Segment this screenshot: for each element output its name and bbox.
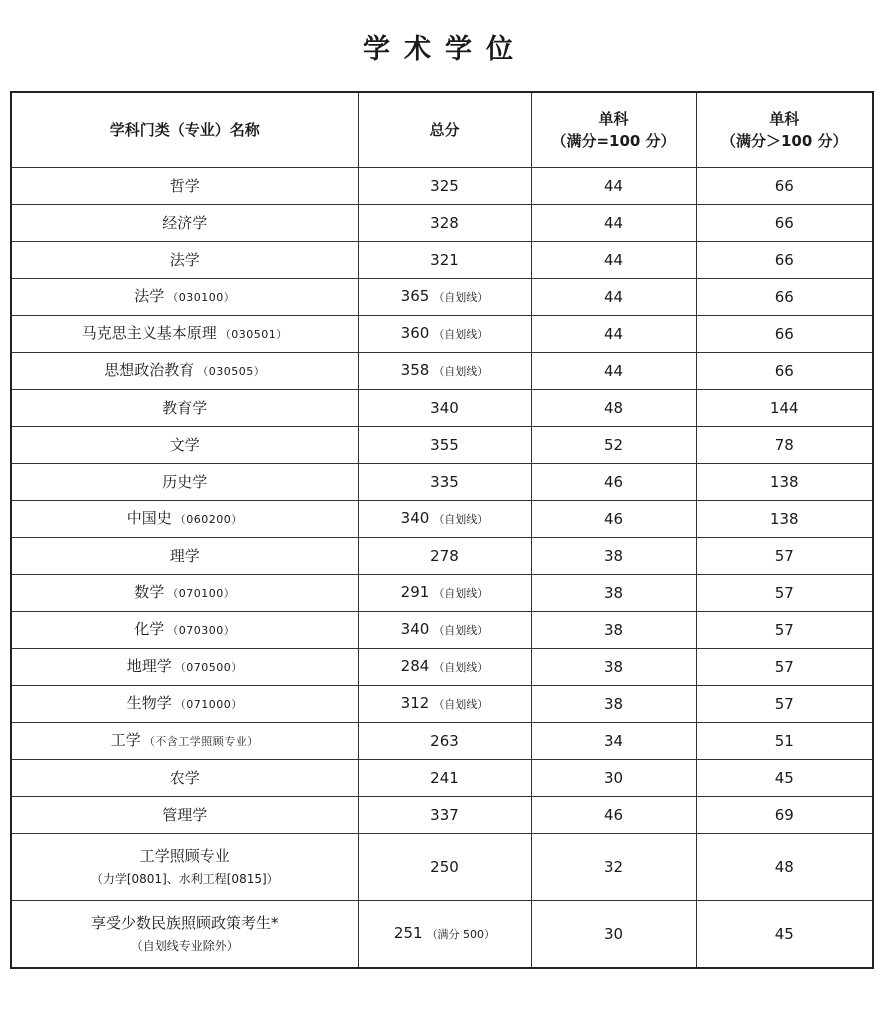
subject-name-cell: 教育学: [11, 390, 358, 427]
single-over-100-cell: 57: [696, 649, 873, 686]
table-row: [11, 797, 873, 834]
single-over-100-cell: 57: [696, 612, 873, 649]
table-row: [11, 723, 873, 760]
single-100-cell: 30: [531, 901, 696, 969]
subject-name-cell: 农学: [11, 760, 358, 797]
single-100-cell: 38: [531, 686, 696, 723]
single-100-cell: 38: [531, 612, 696, 649]
table-row: [11, 834, 873, 901]
table-row: [11, 649, 873, 686]
single-over-100-cell: 66: [696, 242, 873, 279]
table-row: [11, 538, 873, 575]
header-single-100: 单科 （满分=100 分）: [531, 92, 696, 168]
single-100-cell: 44: [531, 205, 696, 242]
single-100-cell: 34: [531, 723, 696, 760]
subject-name-cell: 管理学: [11, 797, 358, 834]
single-100-cell: 44: [531, 316, 696, 353]
subject-name-cell: 法学: [11, 242, 358, 279]
single-over-100-cell: 66: [696, 168, 873, 205]
single-100-cell: 44: [531, 279, 696, 316]
single-over-100-cell: 48: [696, 834, 873, 901]
total-score-cell: 284 （自划线）: [358, 649, 531, 686]
total-score-cell: 355: [358, 427, 531, 464]
single-100-cell: 46: [531, 797, 696, 834]
subject-name-cell: 经济学: [11, 205, 358, 242]
header-name: 学科门类（专业）名称: [11, 92, 358, 168]
total-score-cell: 291 （自划线）: [358, 575, 531, 612]
table-row: [11, 427, 873, 464]
subject-name-cell: 化学 （070300）: [11, 612, 358, 649]
total-score-cell: 278: [358, 538, 531, 575]
total-score-cell: 340 （自划线）: [358, 612, 531, 649]
single-100-cell: 38: [531, 575, 696, 612]
single-100-cell: 46: [531, 501, 696, 538]
table-row: [11, 279, 873, 316]
total-score-cell: 312 （自划线）: [358, 686, 531, 723]
single-over-100-cell: 57: [696, 686, 873, 723]
single-over-100-cell: 45: [696, 901, 873, 969]
single-over-100-cell: 138: [696, 464, 873, 501]
single-100-cell: 38: [531, 649, 696, 686]
subject-name-cell: 理学: [11, 538, 358, 575]
table-row: [11, 353, 873, 390]
subject-name-cell: 中国史 （060200）: [11, 501, 358, 538]
total-score-cell: 340 （自划线）: [358, 501, 531, 538]
table-row: [11, 575, 873, 612]
total-score-cell: 251 （满分 500）: [358, 901, 531, 969]
single-over-100-cell: 57: [696, 575, 873, 612]
page-title: 学术学位: [363, 34, 527, 65]
total-score-cell: 325: [358, 168, 531, 205]
total-score-cell: 335: [358, 464, 531, 501]
table-row: [11, 760, 873, 797]
single-over-100-cell: 69: [696, 797, 873, 834]
total-score-cell: 250: [358, 834, 531, 901]
single-over-100-cell: 66: [696, 205, 873, 242]
single-over-100-cell: 57: [696, 538, 873, 575]
subject-name-cell: 马克思主义基本原理 （030501）: [11, 316, 358, 353]
total-score-cell: 337: [358, 797, 531, 834]
total-score-cell: 358 （自划线）: [358, 353, 531, 390]
table-row: [11, 205, 873, 242]
total-score-cell: 365 （自划线）: [358, 279, 531, 316]
subject-name-cell: 工学照顾专业 （力学[0801]、水利工程[0815]）: [11, 834, 358, 901]
single-over-100-cell: 66: [696, 279, 873, 316]
subject-name-cell: 工学 （不含工学照顾专业）: [11, 723, 358, 760]
header-total: 总分: [358, 92, 531, 168]
subject-name-cell: 历史学: [11, 464, 358, 501]
single-over-100-cell: 51: [696, 723, 873, 760]
subject-name-cell: 享受少数民族照顾政策考生* （自划线专业除外）: [11, 901, 358, 969]
total-score-cell: 328: [358, 205, 531, 242]
header-row: [11, 92, 873, 168]
single-over-100-cell: 66: [696, 316, 873, 353]
table-row: [11, 242, 873, 279]
subject-name-cell: 文学: [11, 427, 358, 464]
header-single-over-100: 单科 （满分＞100 分）: [696, 92, 873, 168]
single-100-cell: 32: [531, 834, 696, 901]
total-score-cell: 321: [358, 242, 531, 279]
total-score-cell: 241: [358, 760, 531, 797]
table-row: [11, 168, 873, 205]
table-row: [11, 316, 873, 353]
single-100-cell: 48: [531, 390, 696, 427]
table-row: [11, 464, 873, 501]
single-100-cell: 52: [531, 427, 696, 464]
table-row: [11, 901, 873, 969]
subject-name-cell: 地理学 （070500）: [11, 649, 358, 686]
single-over-100-cell: 66: [696, 353, 873, 390]
subject-name-cell: 思想政治教育 （030505）: [11, 353, 358, 390]
subject-name-cell: 哲学: [11, 168, 358, 205]
single-over-100-cell: 45: [696, 760, 873, 797]
single-100-cell: 30: [531, 760, 696, 797]
single-over-100-cell: 138: [696, 501, 873, 538]
single-100-cell: 38: [531, 538, 696, 575]
total-score-cell: 360 （自划线）: [358, 316, 531, 353]
table-row: [11, 686, 873, 723]
table-row: [11, 612, 873, 649]
subject-name-cell: 生物学 （071000）: [11, 686, 358, 723]
total-score-cell: 263: [358, 723, 531, 760]
table-row: [11, 390, 873, 427]
single-over-100-cell: 78: [696, 427, 873, 464]
score-table: [10, 91, 874, 969]
subject-name-cell: 数学 （070100）: [11, 575, 358, 612]
single-100-cell: 44: [531, 168, 696, 205]
subject-name-cell: 法学 （030100）: [11, 279, 358, 316]
single-100-cell: 46: [531, 464, 696, 501]
total-score-cell: 340: [358, 390, 531, 427]
single-100-cell: 44: [531, 242, 696, 279]
single-100-cell: 44: [531, 353, 696, 390]
table-row: [11, 501, 873, 538]
single-over-100-cell: 144: [696, 390, 873, 427]
